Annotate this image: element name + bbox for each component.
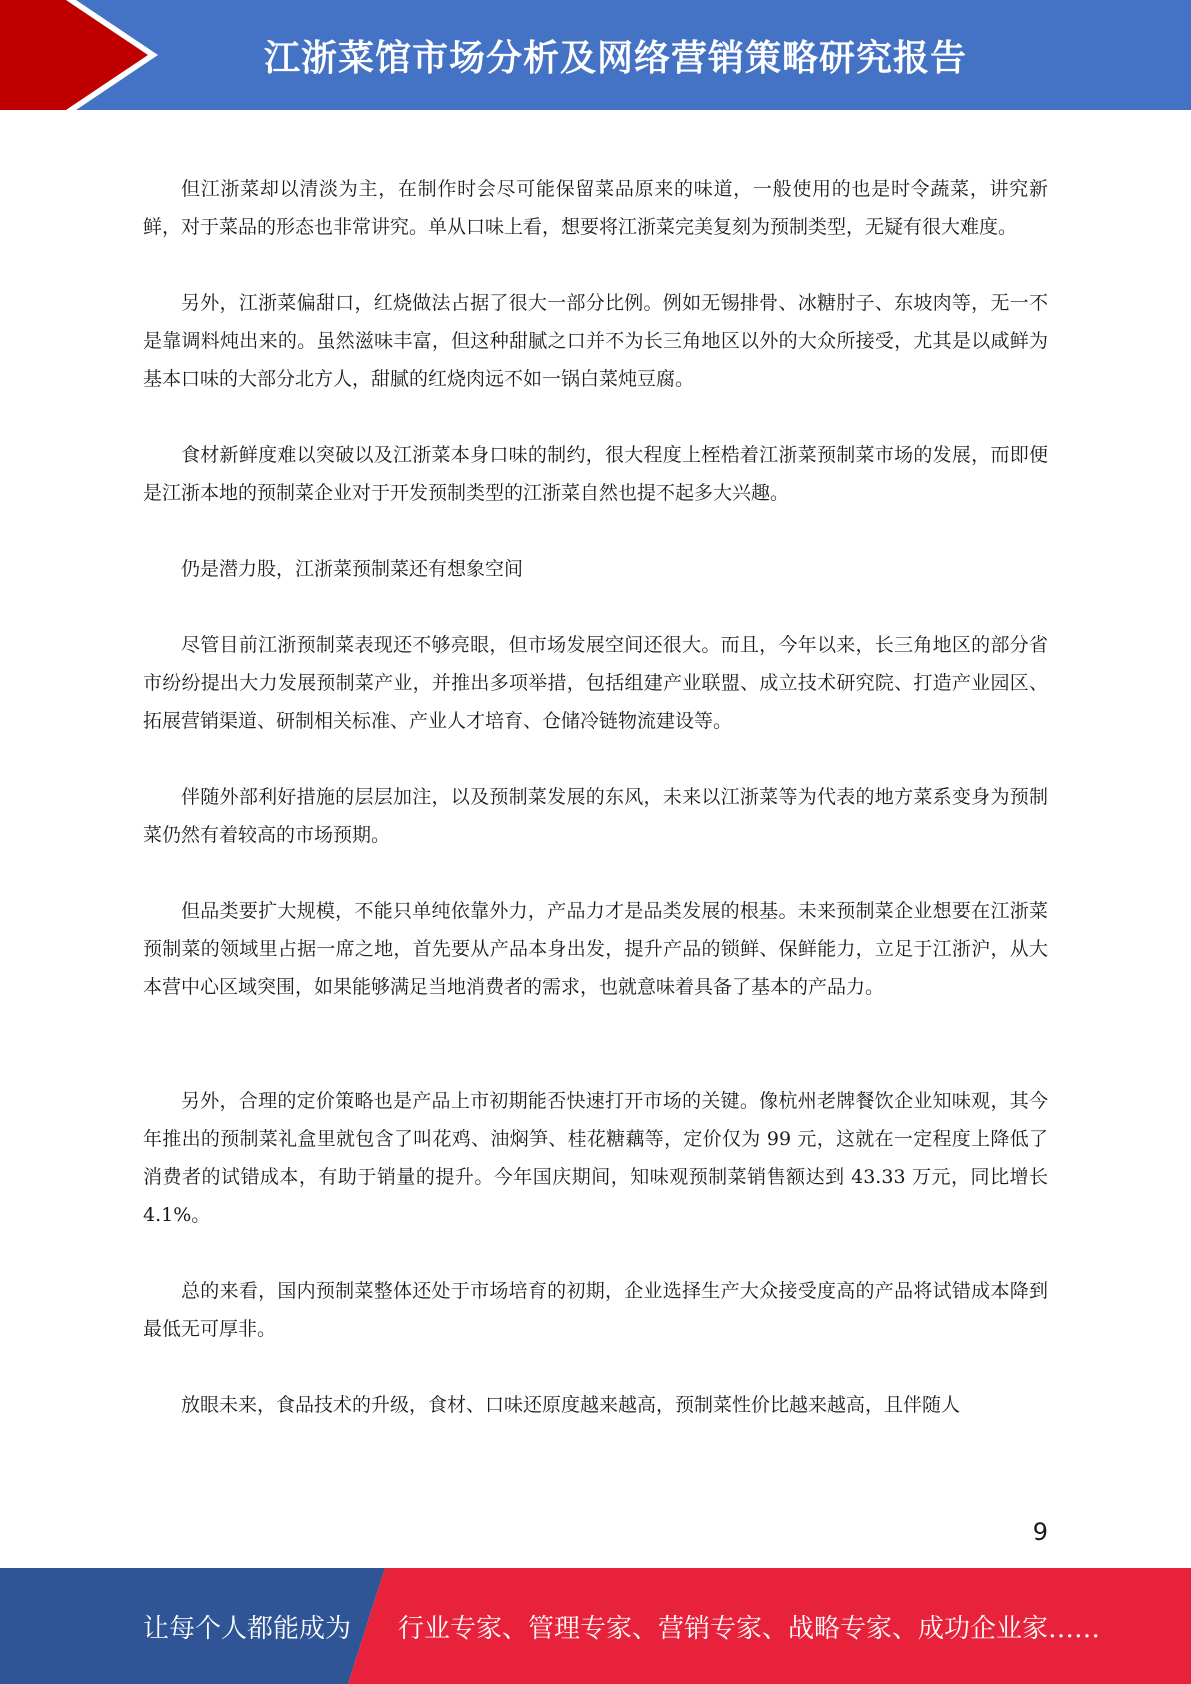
report-body bbox=[143, 170, 1048, 1424]
page-number: 9 bbox=[1032, 1518, 1048, 1546]
paragraph: 但品类要扩大规模，不能只单纯依靠外力，产品力才是品类发展的根基。未来预制菜企业想要在江浙菜预制菜的领域里占据一席之地，首先要从产品本身出发，提升产品的锁鲜、保鲜能力，立足于江浙沪，从大本营中心区域突围，如果能够满足当地消费者的需求，也就意味着具备了基本的产品力。 bbox=[143, 900, 1048, 998]
paragraph: 食材新鲜度难以突破以及江浙菜本身口味的制约，很大程度上桎梏着江浙菜预制菜市场的发展，而即便是江浙本地的预制菜企业对于开发预制类型的江浙菜自然也提不起多大兴趣。 bbox=[143, 444, 1048, 504]
paragraph: 伴随外部利好措施的层层加注，以及预制菜发展的东风，未来以江浙菜等为代表的地方菜系变身为预制菜仍然有着较高的市场预期。 bbox=[143, 786, 1048, 846]
header-chevron-decoration bbox=[0, 0, 160, 110]
paragraph: 总的来看，国内预制菜整体还处于市场培育的初期，企业选择生产大众接受度高的产品将试错成本降到最低无可厚非。 bbox=[143, 1280, 1048, 1340]
paragraph: 放眼未来，食品技术的升级，食材、口味还原度越来越高，预制菜性价比越来越高，且伴随人 bbox=[181, 1394, 961, 1416]
paragraph: 另外，江浙菜偏甜口，红烧做法占据了很大一部分比例。例如无锡排骨、冰糖肘子、东坡肉等，无一不是靠调料炖出来的。虽然滋味丰富，但这种甜腻之口并不为长三角地区以外的大众所接受，尤其是以咸鲜为基本口味的大部分北方人，甜腻的红烧肉远不如一锅白菜炖豆腐。 bbox=[143, 292, 1048, 390]
section-heading: 仍是潜力股，江浙菜预制菜还有想象空间 bbox=[181, 558, 524, 580]
paragraph: 但江浙菜却以清淡为主，在制作时会尽可能保留菜品原来的味道，一般使用的也是时令蔬菜，讲究新鲜，对于菜品的形态也非常讲究。单从口味上看，想要将江浙菜完美复刻为预制类型，无疑有很大难度。 bbox=[143, 178, 1048, 238]
page-footer bbox=[0, 1568, 1191, 1684]
paragraph: 尽管目前江浙预制菜表现还不够亮眼，但市场发展空间还很大。而且，今年以来，长三角地区的部分省市纷纷提出大力发展预制菜产业，并推出多项举措，包括组建产业联盟、成立技术研究院、打造产业园区、拓展营销渠道、研制相关标准、产业人才培育、仓储冷链物流建设等。 bbox=[143, 634, 1048, 732]
footer-slogan-left: 让每个人都能成为 bbox=[143, 1613, 352, 1644]
page-header bbox=[0, 0, 1191, 110]
document-title: 江浙菜馆市场分析及网络营销策略研究报告 bbox=[263, 37, 967, 79]
footer-slogan-right: 行业专家、管理专家、营销专家、战略专家、成功企业家…… bbox=[398, 1613, 1101, 1644]
paragraph: 另外，合理的定价策略也是产品上市初期能否快速打开市场的关键。像杭州老牌餐饮企业知味观，其今年推出的预制菜礼盒里就包含了叫花鸡、油焖笋、桂花糖藕等，定价仅为 99 元，这就在一定程度上降低了消费者的试错成本，有助于销量的提升。今年国庆期间，知味观预制菜销售额达到 43.33 万元，同比增长 4.1%。 bbox=[143, 1090, 1048, 1226]
